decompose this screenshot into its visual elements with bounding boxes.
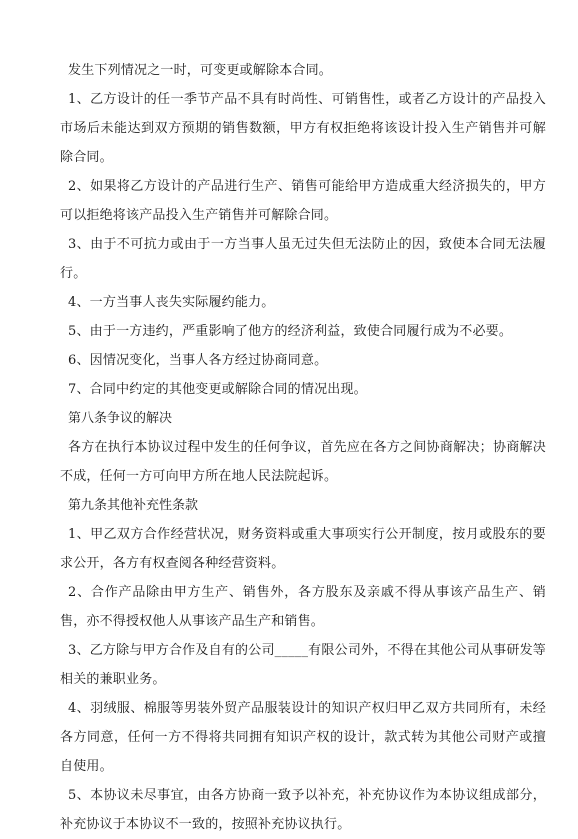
dispute-resolution-paragraph: 各方在执行本协议过程中发生的任何争议，首先应在各方之间协商解决；协商解决不成，任何一方可向甲方所在地人民法院起诉。 (60, 440, 546, 484)
clause-item-7: 7、合同中约定的其他变更或解除合同的情况出现。 (68, 382, 367, 397)
intro-paragraph: 发生下列情况之一时，可变更或解除本合同。 (68, 63, 333, 78)
section-heading-article-8: 第八条争议的解决 (68, 411, 173, 426)
clause-item-4: 4、一方当事人丧失实际履约能力。 (68, 295, 275, 310)
clause-item-3: 3、由于不可抗力或由于一方当事人虽无过失但无法防止的因，致使本合同无法履行。 (60, 237, 546, 281)
supplementary-item-4: 4、羽绒服、棉服等男装外贸产品服装设计的知识产权归甲乙双方共同所有，未经各方同意，任何一方不得将共同拥有知识产权的设计，款式转为其他公司财产或擅自使用。 (60, 701, 546, 774)
supplementary-item-5: 5、本协议未尽事宜，由各方协商一致予以补充，补充协议作为本协议组成部分，补充协议于本协议不一致的，按照补充协议执行。 (60, 788, 546, 832)
supplementary-item-1: 1、甲乙双方合作经营状况，财务资料或重大事项实行公开制度，按月或股东的要求公开，各方有权查阅各种经营资料。 (60, 527, 546, 571)
clause-item-5: 5、由于一方违约，严重影响了他方的经济利益，致使合同履行成为不必要。 (68, 324, 513, 339)
document-body (60, 56, 546, 839)
clause-item-1: 1、乙方设计的任一季节产品不具有时尚性、可销售性，或者乙方设计的产品投入市场后未能达到双方预期的销售数额，甲方有权拒绝将该设计投入生产销售并可解除合同。 (60, 92, 546, 165)
supplementary-item-3: 3、乙方除与甲方合作及自有的公司_____有限公司外，不得在其他公司从事研发等相关的兼职业务。 (60, 643, 546, 687)
clause-item-6: 6、因情况变化，当事人各方经过协商同意。 (68, 353, 328, 368)
section-heading-article-9: 第九条其他补充性条款 (68, 498, 199, 513)
clause-item-2: 2、如果将乙方设计的产品进行生产、销售可能给甲方造成重大经济损失的，甲方可以拒绝将该产品投入生产销售并可解除合同。 (60, 179, 546, 223)
supplementary-item-2: 2、合作产品除由甲方生产、销售外，各方股东及亲戚不得从事该产品生产、销售，亦不得授权他人从事该产品生产和销售。 (60, 585, 546, 629)
